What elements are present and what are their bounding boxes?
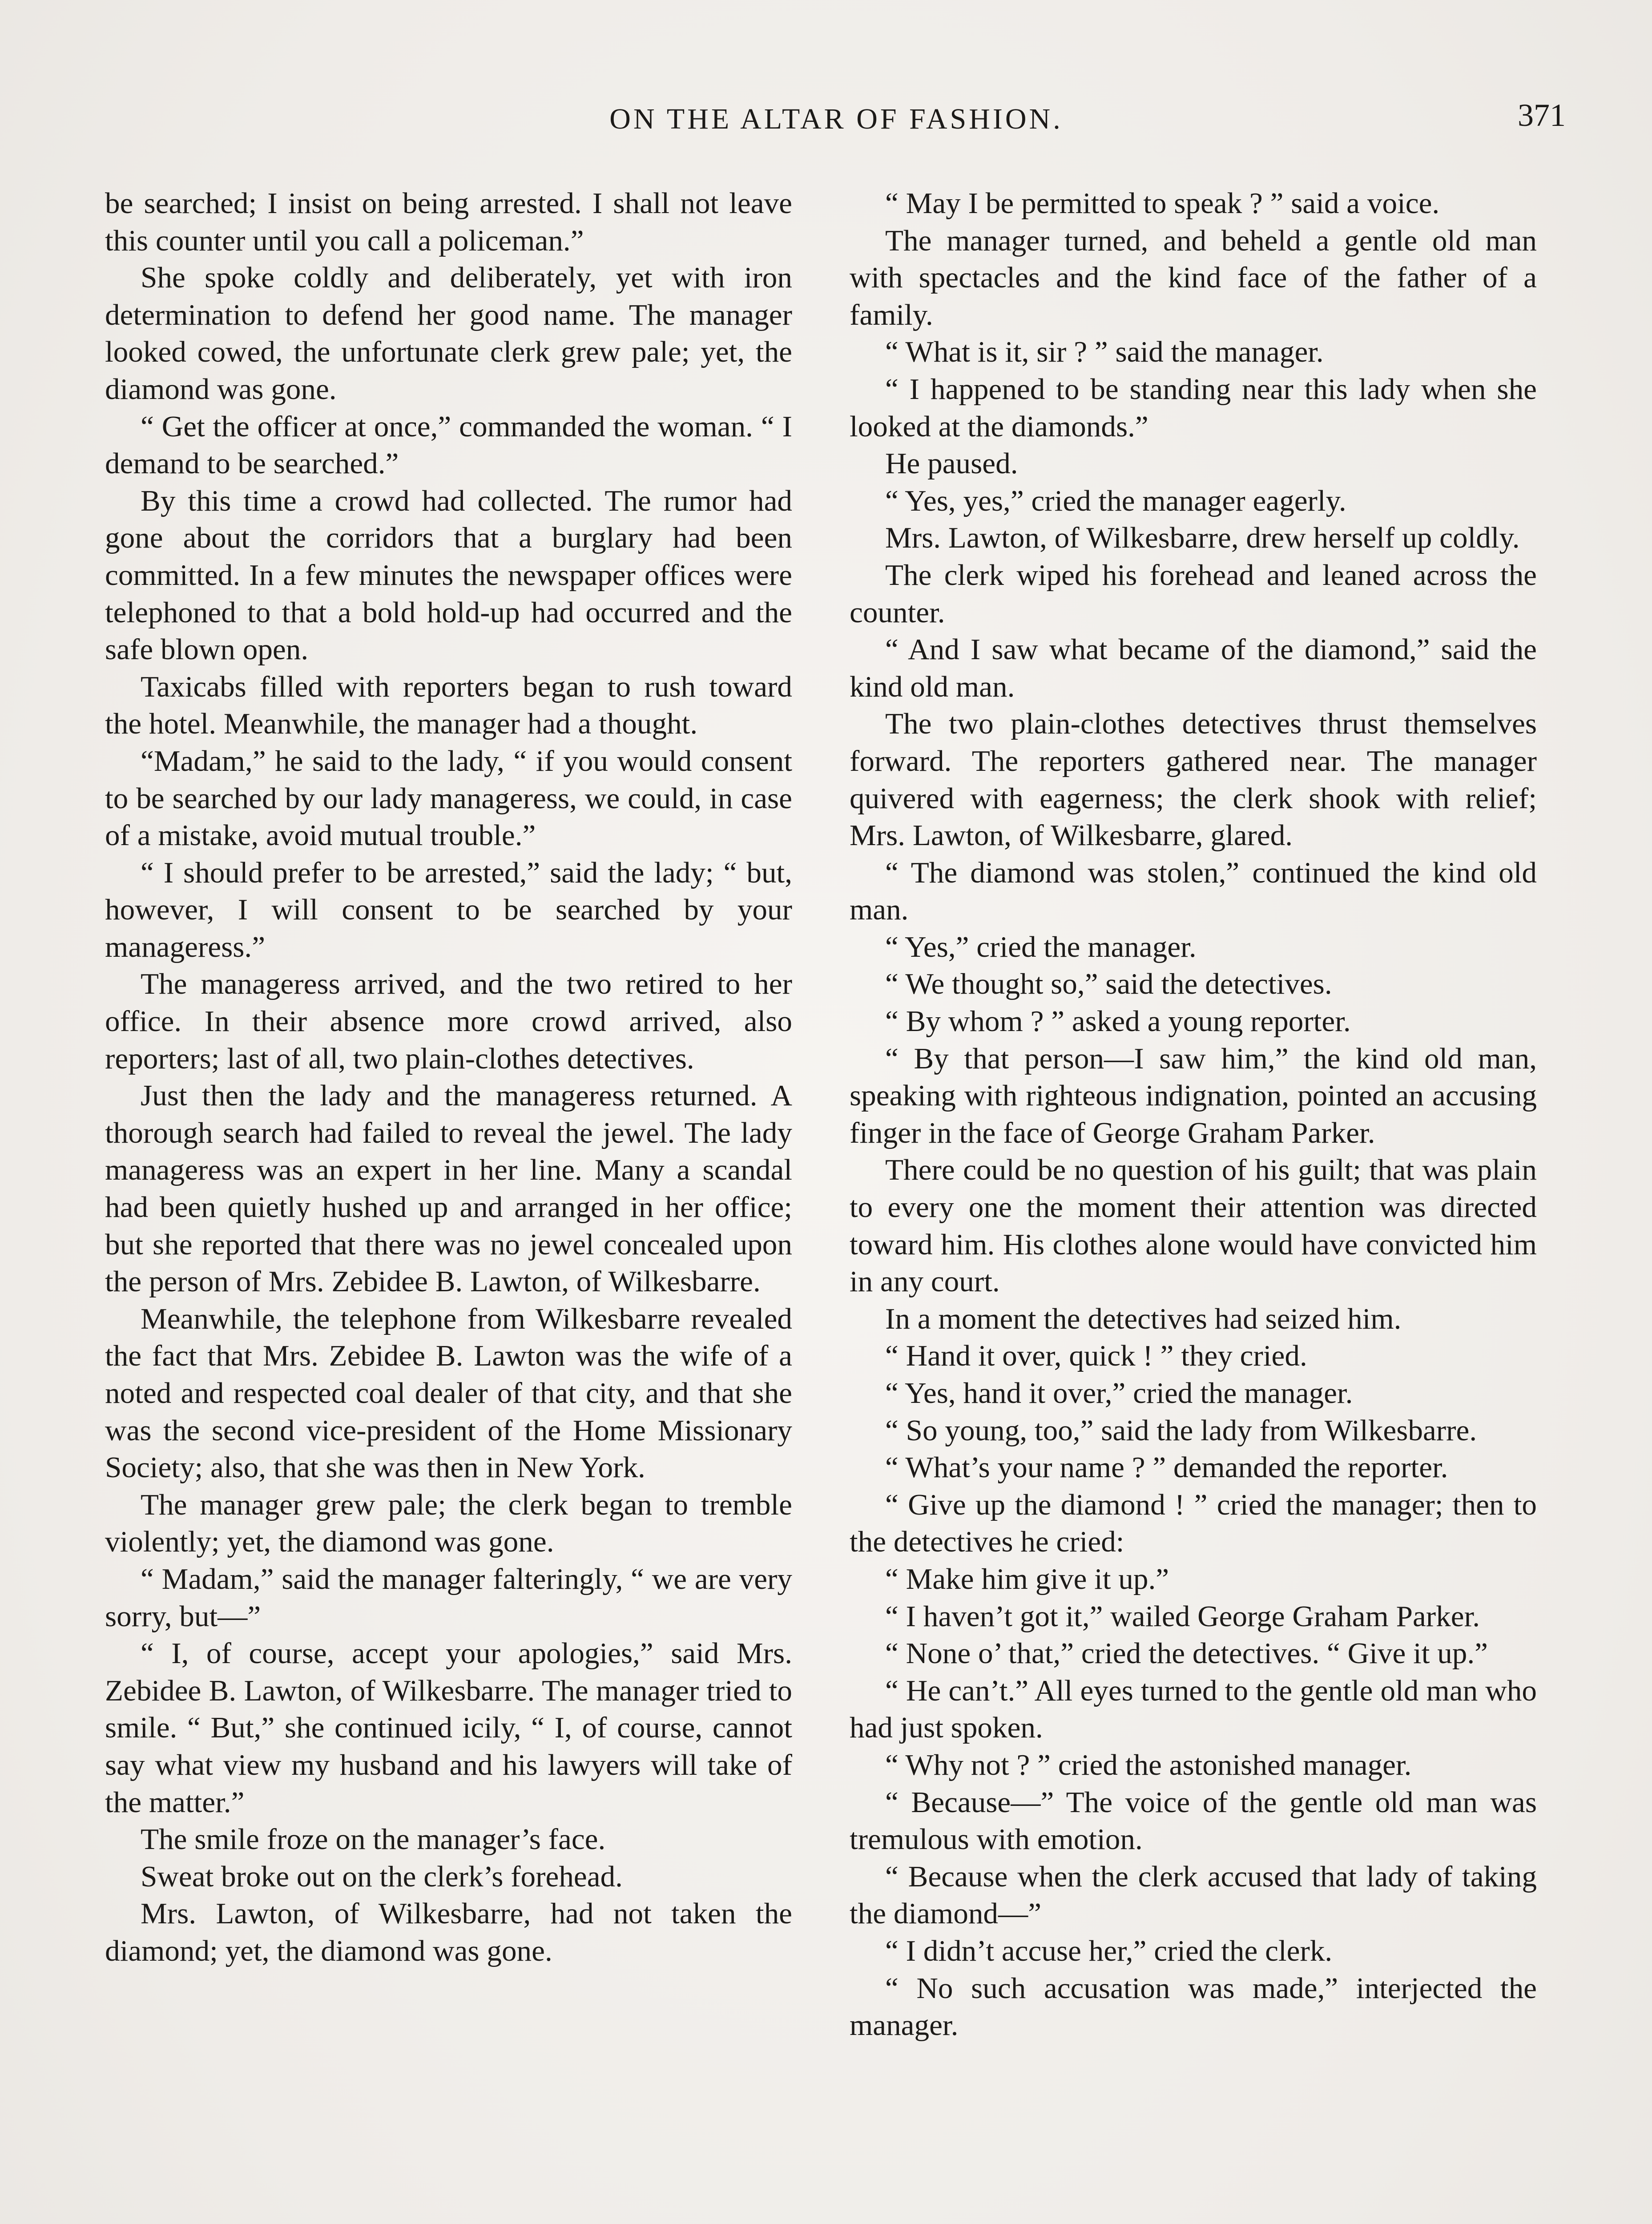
paragraph: Just then the lady and the manageress returned. A thorough search had failed to reveal the jewel. The lady manageress was an expert in her line. Many a scandal had been quietly hushed up and arranged in her office; but she reported that there was no jewel concealed upon the person of Mrs. Zebidee B. Lawton, of Wilkesbarre. (105, 1079, 792, 1298)
paragraph: “ The diamond was stolen,” continued the kind old man. (850, 855, 1537, 927)
paragraph: “ What’s your name ? ” demanded the reporter. (885, 1450, 1448, 1484)
paragraph: “ What is it, sir ? ” said the manager. (885, 335, 1324, 369)
paragraph: “ None o’ that,” cried the detectives. “ Give it up.” (885, 1636, 1488, 1670)
paragraph: “ By that person—I saw him,” the kind old man, speaking with righteous indignation, pointed an accusing finger in the face of George Graham Parker. (850, 1041, 1537, 1149)
paragraph: There could be no question of his guilt; that was plain to every one the moment their attention was directed toward him. His clothes alone would have convicted him in any court. (850, 1153, 1537, 1298)
paragraph: Meanwhile, the telephone from Wilkesbarre revealed the fact that Mrs. Zebidee B. Lawton was the wife of a noted and respected coal dealer of that city, and that she was the second vice-president of the Home Missionary Society; also, that she was then in New York. (105, 1301, 792, 1484)
paragraph: “ Madam,” said the manager falteringly, “ we are very sorry, but—” (105, 1562, 792, 1633)
paragraph: The manager turned, and beheld a gentle old man with spectacles and the kind face of the father of a family. (850, 223, 1537, 331)
paragraph: “ Why not ? ” cried the astonished manager. (885, 1748, 1412, 1781)
right-column (850, 185, 1537, 2044)
paragraph: “ He can’t.” All eyes turned to the gentle old man who had just spoken. (850, 1673, 1537, 1745)
paragraph: The smile froze on the manager’s face. (141, 1822, 606, 1856)
paragraph: She spoke coldly and deliberately, yet with iron determination to defend her good name. The manager looked cowed, the unfortunate clerk grew pale; yet, the diamond was gone. (105, 261, 792, 406)
paragraph: Mrs. Lawton, of Wilkesbarre, drew herself up coldly. (885, 521, 1520, 555)
paragraph: Mrs. Lawton, of Wilkesbarre, had not taken the diamond; yet, the diamond was gone. (105, 1897, 792, 1967)
paragraph: “ Hand it over, quick ! ” they cried. (885, 1339, 1307, 1373)
paragraph: “ No such accusation was made,” interjected the manager. (850, 1971, 1537, 2042)
paragraph: “ I, of course, accept your apologies,” said Mrs. Zebidee B. Lawton, of Wilkesbarre. The manager tried to smile. “ But,” she continued icily, “ I, of course, cannot say what view my husband and his lawyers will take of the matter.” (105, 1636, 792, 1819)
paragraph: The manager grew pale; the clerk began to tremble violently; yet, the diamond was gone. (105, 1487, 792, 1559)
paragraph: The two plain-clothes detectives thrust themselves forward. The reporters gathered near. The manager quivered with eagerness; the clerk shook with relief; Mrs. Lawton, of Wilkesbarre, glared. (850, 707, 1537, 852)
paragraph: be searched; I insist on being arrested. I shall not leave this counter until you call a policeman.” (105, 186, 792, 257)
running-title: ON THE ALTAR OF FASHION. (609, 103, 1063, 135)
paragraph: “ Yes,” cried the manager. (885, 930, 1197, 963)
paragraph: The manageress arrived, and the two retired to her office. In their absence more crowd arrived, also reporters; last of all, two plain-clothes detectives. (105, 967, 792, 1075)
paragraph: “ We thought so,” said the detectives. (885, 967, 1332, 1001)
paragraph: “ By whom ? ” asked a young reporter. (885, 1004, 1351, 1038)
paragraph: “ I happened to be standing near this lady when she looked at the diamonds.” (850, 372, 1537, 443)
paragraph: In a moment the detectives had seized him. (885, 1301, 1402, 1335)
page-number: 371 (1518, 97, 1566, 133)
paragraph: “ Give up the diamond ! ” cried the manager; then to the detectives he cried: (850, 1487, 1537, 1559)
paragraph: He paused. (885, 447, 1018, 480)
paragraph: “ Because when the clerk accused that lady of taking the diamond—” (850, 1859, 1537, 1930)
left-column (105, 185, 792, 1970)
paragraph: “ Yes, yes,” cried the manager eagerly. (885, 483, 1346, 517)
paragraph: “ And I saw what became of the diamond,” said the kind old man. (850, 633, 1537, 703)
paragraph: “Madam,” he said to the lady, “ if you would consent to be searched by our lady manageress, we could, in case of a mistake, avoid mutual trouble.” (105, 744, 792, 852)
paragraph: “ Because—” The voice of the gentle old man was tremulous with emotion. (850, 1785, 1537, 1856)
paragraph: “ Yes, hand it over,” cried the manager. (885, 1376, 1353, 1410)
paragraph: “ I haven’t got it,” wailed George Graham Parker. (885, 1599, 1480, 1633)
paragraph: By this time a crowd had collected. The rumor had gone about the corridors that a burglary had been committed. In a few minutes the newspaper offices were telephoned to that a bold hold-up had occurred and the safe blown open. (105, 483, 792, 666)
paragraph: “ Get the officer at once,” commanded the woman. “ I demand to be searched.” (105, 409, 792, 480)
paragraph: “ So young, too,” said the lady from Wilkesbarre. (885, 1413, 1477, 1447)
running-head (102, 97, 1570, 146)
paragraph: “ May I be permitted to speak ? ” said a voice. (885, 186, 1440, 220)
paragraph: Taxicabs filled with reporters began to rush toward the hotel. Meanwhile, the manager had a thought. (105, 669, 792, 741)
paragraph: “ I should prefer to be arrested,” said the lady; “ but, however, I will consent to be searched by your manageress.” (105, 855, 792, 963)
paragraph: Sweat broke out on the clerk’s forehead. (141, 1859, 623, 1893)
paragraph: “ Make him give it up.” (885, 1562, 1169, 1595)
paragraph: The clerk wiped his forehead and leaned across the counter. (850, 558, 1537, 629)
paragraph: “ I didn’t accuse her,” cried the clerk. (885, 1934, 1333, 1967)
